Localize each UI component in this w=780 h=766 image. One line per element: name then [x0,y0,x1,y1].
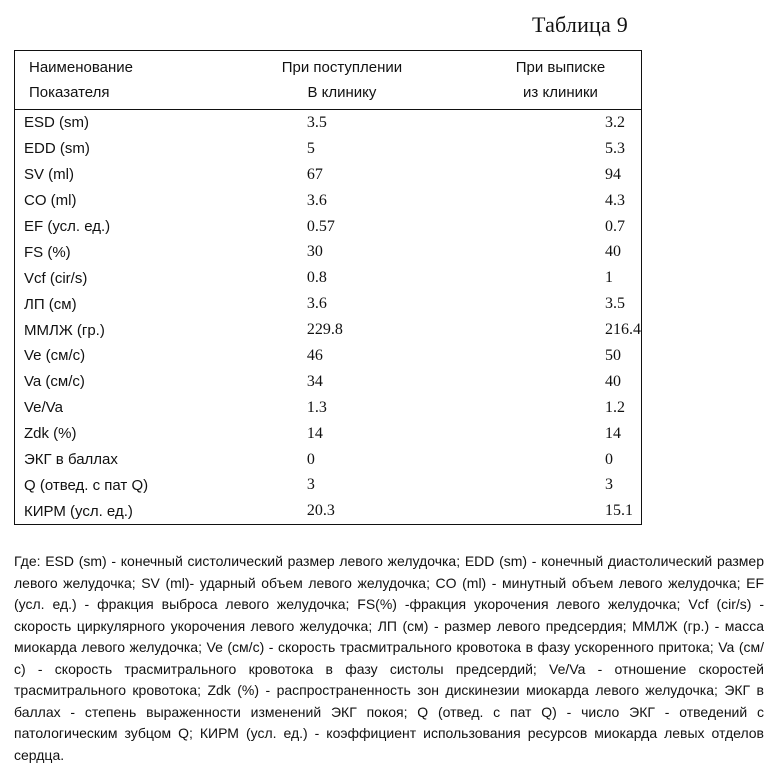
header-indicator-line1: Наименование [29,59,133,76]
discharge-value-cell: 1.2 [605,398,625,416]
indicator-name-cell: Vcf (cir/s) [24,269,88,287]
indicator-name-cell: ЛП (см) [24,295,77,313]
table-row [15,317,642,343]
discharge-value-cell: 40 [605,243,621,261]
table-row [15,188,642,214]
discharge-value-cell: 0.7 [605,217,625,235]
indicator-name-cell: КИРМ (усл. ед.) [24,502,133,520]
table-row [15,162,642,188]
indicator-name-cell: FS (%) [24,243,71,261]
indicator-name-cell: Zdk (%) [24,425,77,443]
table-body [15,110,642,525]
indicator-name-cell: ММЛЖ (гр.) [24,321,105,339]
table-row [15,421,642,447]
discharge-value-cell: 15.1 [605,502,633,520]
table-row [15,472,642,498]
table-row [15,214,642,240]
table-header [15,51,642,110]
admission-value-cell: 30 [306,243,323,261]
header-discharge-line1: При выписке [515,59,606,76]
indicators-table [14,50,642,525]
indicator-name-cell: EF (усл. ед.) [24,218,111,235]
table-row [15,343,642,369]
table-row [15,239,642,265]
admission-value-cell: 34 [306,372,323,390]
discharge-value-cell: 0 [605,450,613,468]
table-row [15,369,642,395]
table-row [15,291,642,317]
admission-value-cell: 3 [306,476,315,494]
table-row [15,110,642,136]
admission-value-cell: 14 [306,424,323,442]
discharge-value-cell: 3.2 [605,113,625,131]
admission-value-cell: 229.8 [306,321,343,339]
admission-value-cell: 0.57 [306,217,335,235]
discharge-value-cell: 216.4 [605,321,641,339]
admission-value-cell: 3.5 [306,113,327,131]
discharge-value-cell: 3.5 [605,295,625,313]
header-admission [204,51,480,110]
indicator-name-cell: Ve/Va [24,399,63,417]
admission-value-cell: 5 [306,139,315,157]
header-indicator-line2: Показателя [29,84,110,101]
table-row [15,395,642,421]
header-indicator-name [15,51,204,110]
indicator-name-cell: CO (ml) [24,192,77,210]
table-row [15,498,642,524]
indicator-name-cell: SV (ml) [24,166,74,184]
table-row [15,447,642,473]
admission-value-cell: 3.6 [306,191,327,209]
admission-value-cell: 0.8 [306,269,327,287]
indicator-name-cell: ESD (sm) [24,114,89,132]
indicator-name-cell: Q (отвед. с пат Q) [24,476,149,494]
footnote: Где: ESD (sm) - конечный систолический размер левого желудочка; EDD (sm) - конечный диастолический размер левого желудочка; SV (ml)- ударный объем левого желудочка; CO (ml) - минутный объем левого желудочка; EF (усл. ед.) - фракция выброса левого желудочка; FS(%) -фракция укорочения левого желудочка; Vcf (cir/s) - скорость циркулярного укорочения левого желудочка; ЛП (см) - размер левого предсердия; ММЛЖ (гр.) - масса миокарда левого желудочка; Ve (см/с) - скорость трасмитрального кровотока в фазу ускоренного притока; Va (см/с) - скорость трасмитрального кровотока в фазу систолы предсердий; Ve/Va - отношение скоростей трасмитрального кровотока; Zdk (%) - распространенность зон дискинезии миокарда левого желудочка; ЭКГ в баллах - степень выраженности изменений ЭКГ покоя; Q (отвед. с пат Q) - число ЭКГ - отведений с патологическим зубцом Q; КИРМ (усл. ед.) - коэффициент использования ресурсов миокарда левых отделов сердца. [14,553,764,763]
header-admission-line1: При поступлении [281,59,403,76]
admission-value-cell: 1.3 [306,398,327,416]
admission-value-cell: 20.3 [306,502,335,520]
discharge-value-cell: 3 [605,476,613,494]
discharge-value-cell: 4.3 [605,191,625,209]
discharge-value-cell: 1 [605,269,613,287]
discharge-value-cell: 5.3 [605,139,625,157]
indicator-name-cell: EDD (sm) [24,140,90,158]
table-row [15,265,642,291]
table-row [15,136,642,162]
header-discharge [480,51,642,110]
header-admission-line2: В клинику [307,84,377,101]
discharge-value-cell: 40 [605,372,621,390]
discharge-value-cell: 94 [605,165,621,183]
table-caption: Таблица 9 [532,12,628,37]
indicator-name-cell: Va (см/с) [24,373,85,391]
admission-value-cell: 0 [306,450,315,468]
admission-value-cell: 46 [306,346,323,364]
discharge-value-cell: 14 [605,424,621,442]
discharge-value-cell: 50 [605,346,621,364]
admission-value-cell: 67 [306,165,323,183]
admission-value-cell: 3.6 [306,295,327,313]
indicator-name-cell: ЭКГ в баллах [24,451,118,469]
header-discharge-line2: из клиники [523,84,598,101]
indicator-name-cell: Ve (см/с) [24,347,86,365]
